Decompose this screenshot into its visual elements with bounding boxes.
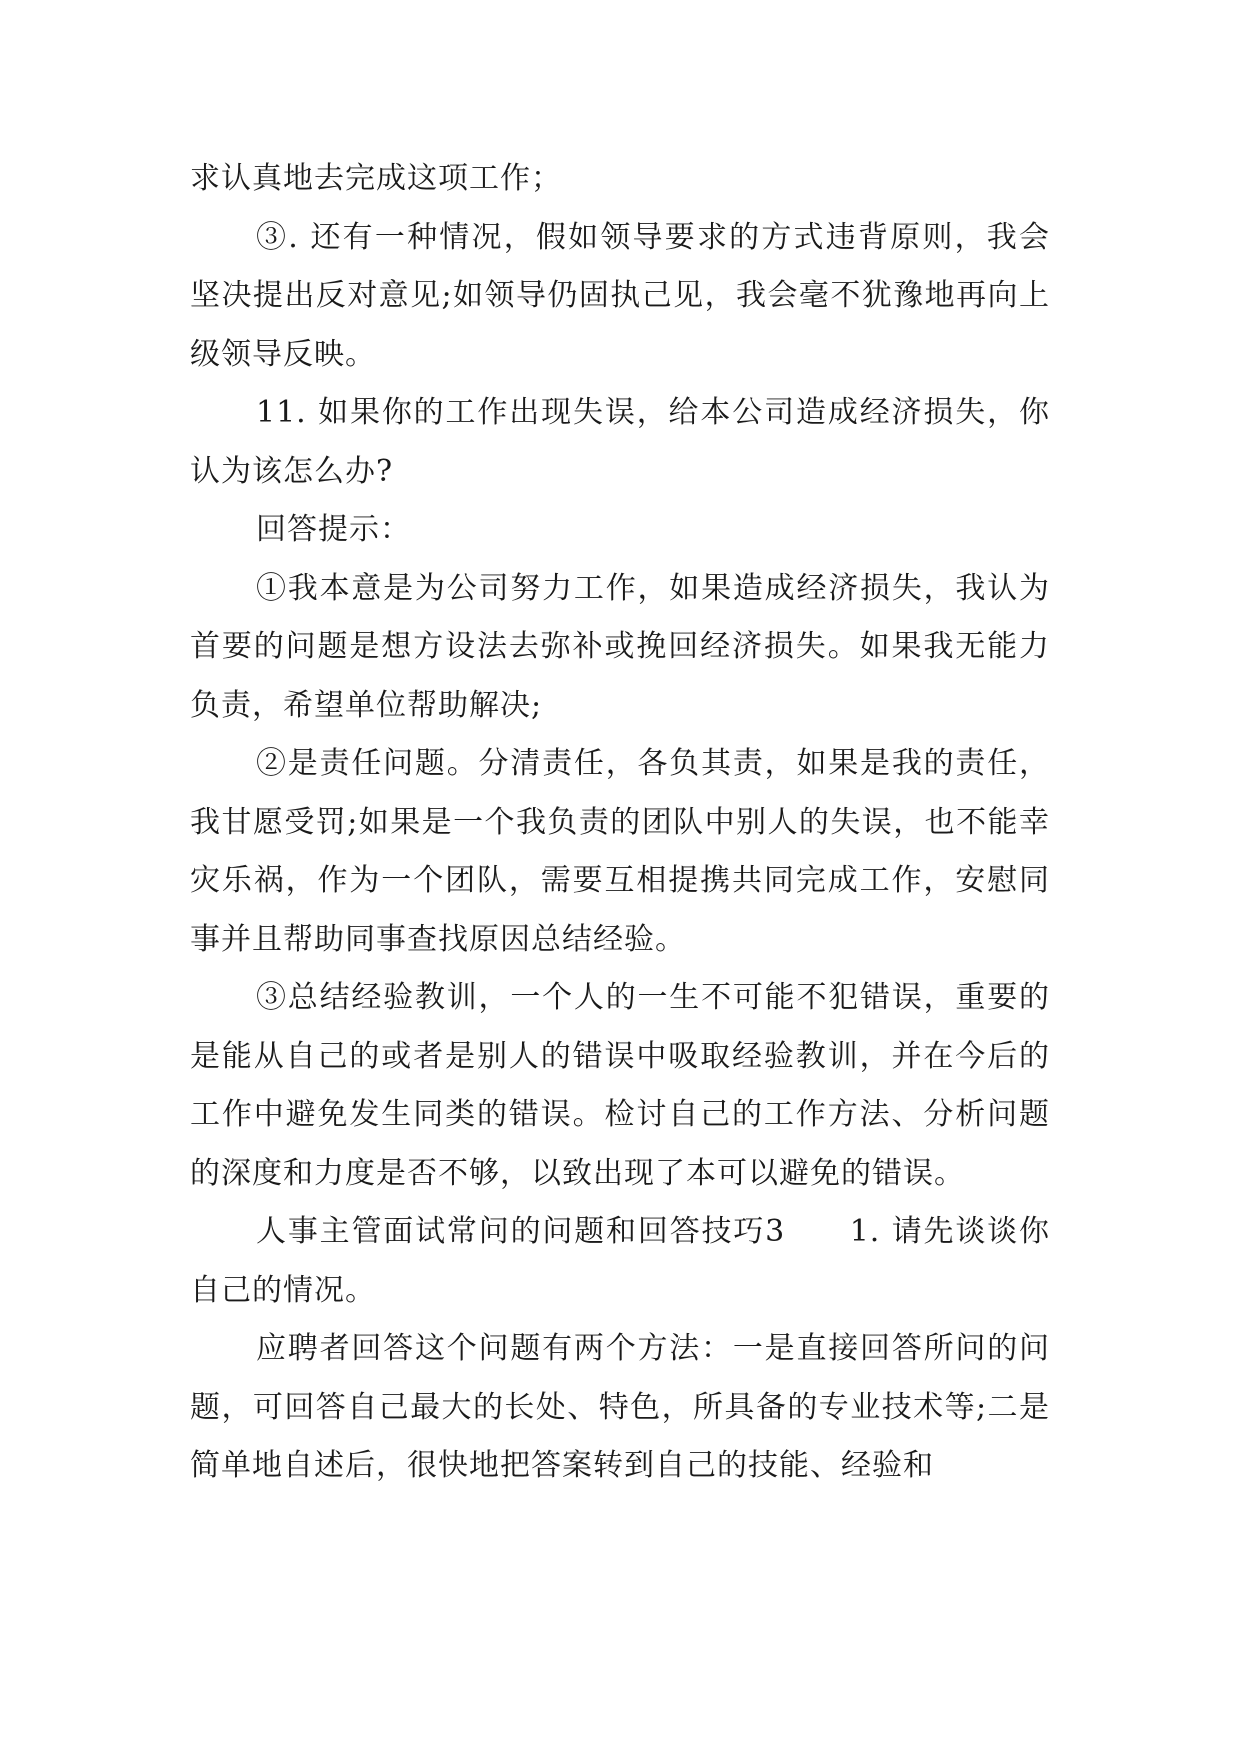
answer-hint-label: 回答提示： — [256, 512, 411, 547]
paragraph: ③. 还有一种情况，假如领导要求的方式违背原则，我会坚决提出反对意见;如领导仍固执己见，我会毫不犹豫地再向上级领导反映。 — [190, 219, 1050, 372]
paragraph: ③总结经验教训，一个人的一生不可能不犯错误，重要的是能从自己的或者是别人的错误中吸取经验教训，并在今后的工作中避免发生同类的错误。检讨自己的工作方法、分析问题的深度和力度是否不够，以致出现了本可以避免的错误。 — [190, 980, 1050, 1191]
paragraph: ①我本意是为公司努力工作，如果造成经济损失，我认为首要的问题是想方设法去弥补或挽回经济损失。如果我无能力负责，希望单位帮助解决; — [190, 570, 1050, 723]
section-heading: 人事主管面试常问的问题和回答技巧3 1. 请先谈谈你自己的情况。 — [190, 1214, 1050, 1308]
question-heading: 11. 如果你的工作出现失误，给本公司造成经济损失，你认为该怎么办? — [190, 395, 1050, 489]
document-page — [190, 150, 1050, 1496]
paragraph-continued: 求认真地去完成这项工作； — [190, 161, 562, 196]
paragraph: 应聘者回答这个问题有两个方法：一是直接回答所问的问题，可回答自己最大的长处、特色，所具备的专业技术等;二是简单地自述后，很快地把答案转到自己的技能、经验和 — [190, 1331, 1050, 1483]
paragraph: ②是责任问题。分清责任，各负其责，如果是我的责任，我甘愿受罚;如果是一个我负责的团队中别人的失误，也不能幸灾乐祸，作为一个团队，需要互相提携共同完成工作，安慰同事并且帮助同事查找原因总结经验。 — [190, 746, 1050, 957]
